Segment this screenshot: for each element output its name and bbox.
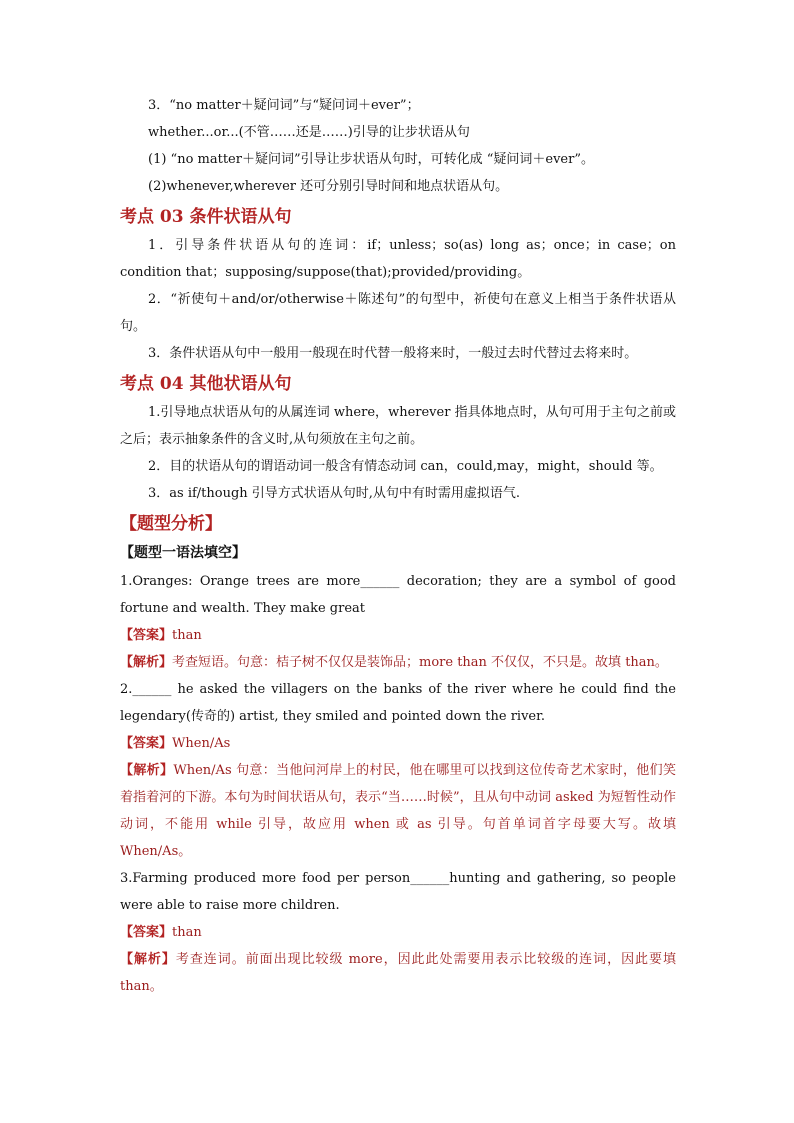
answer-value: When/As xyxy=(172,736,231,751)
kaodian03-p3: 3．条件状语从句中一般用一般现在时代替一般将来时，一般过去时代替过去将来时。 xyxy=(148,346,638,361)
analysis-subheading: 【题型一语法填空】 xyxy=(120,545,246,561)
question-1-answer xyxy=(120,622,676,649)
kaodian04-p1: 1.引导地点状语从句的从属连词 where，wherever 指具体地点时，从句可用于主句之前或之后；表示抽象条件的含义时,从句须放在主句之前。 xyxy=(120,405,676,447)
kaodian04-p2: 2．目的状语从句的谓语动词一般含有情态动词 can，could,may，might，should 等。 xyxy=(148,459,663,474)
kaodian03-heading: 考点 03 条件状语从句 xyxy=(120,207,292,227)
kaodian03-p2: 2．“祈使句＋and/or/otherwise＋陈述句”的句型中，祈使句在意义上相当于条件状语从句。 xyxy=(120,292,676,334)
kaodian04-heading: 考点 04 其他状语从句 xyxy=(120,374,292,394)
kaodian03-p1: 1．引导条件状语从句的连词：if；unless；so(as) long as；once；in case；on condition that；supposing/suppose(that);provided/providing。 xyxy=(120,238,676,280)
answer-label: 【答案】 xyxy=(120,736,173,751)
analysis-heading: 【题型分析】 xyxy=(120,514,222,534)
explanation-text: When/As 句意：当他问河岸上的村民，他在哪里可以找到这位传奇艺术家时，他们笑着指着河的下游。本句为时间状语从句，表示“当……时候”，且从句中动词 asked 为短暂性动作动词，不能用 while 引导，故应用 when 或 as 引导。句首单词首字母要大写。故填 When/As。 xyxy=(120,763,676,859)
kaodian04-p3: 3．as if/though 引导方式状语从句时,从句中有时需用虚拟语气. xyxy=(148,486,521,501)
document-page xyxy=(120,92,676,1000)
explanation-text: 考查连词。前面出现比较级 more，因此此处需要用表示比较级的连词，因此要填 than。 xyxy=(120,952,676,994)
note-2: (2)whenever,wherever 还可分别引导时间和地点状语从句。 xyxy=(148,179,509,194)
answer-label: 【答案】 xyxy=(120,628,173,643)
explain-label: 【解析】 xyxy=(120,952,176,967)
question-3-explanation xyxy=(120,946,676,1000)
question-1-stem: 1.Oranges: Orange trees are more______ decoration; they are a symbol of good fortune and wealth. They make great xyxy=(120,574,676,616)
answer-value: than xyxy=(172,925,202,940)
question-2-answer xyxy=(120,730,676,757)
item3-title: 3．“no matter＋疑问词”与“疑问词＋ever”； xyxy=(148,98,420,113)
item3-line2: whether...or...(不管……还是……)引导的让步状语从句 xyxy=(148,125,470,140)
question-2-stem: 2.______ he asked the villagers on the banks of the river where he could find the legendary(传奇的) artist, they smiled and pointed down the river. xyxy=(120,682,676,724)
note-1: (1) “no matter＋疑问词”引导让步状语从句时，可转化成 “疑问词＋ever”。 xyxy=(148,152,594,167)
answer-value: than xyxy=(172,628,202,643)
explain-label: 【解析】 xyxy=(120,655,173,670)
answer-label: 【答案】 xyxy=(120,925,173,940)
question-1-explanation xyxy=(120,649,676,676)
question-3-stem: 3.Farming produced more food per person______hunting and gathering, so people were able to raise more children. xyxy=(120,871,676,913)
explain-label: 【解析】 xyxy=(120,763,174,778)
explanation-text: 考查短语。句意：桔子树不仅仅是装饰品；more than 不仅仅，不只是。故填 than。 xyxy=(172,655,668,670)
question-3-answer xyxy=(120,919,676,946)
question-2-explanation xyxy=(120,757,676,865)
